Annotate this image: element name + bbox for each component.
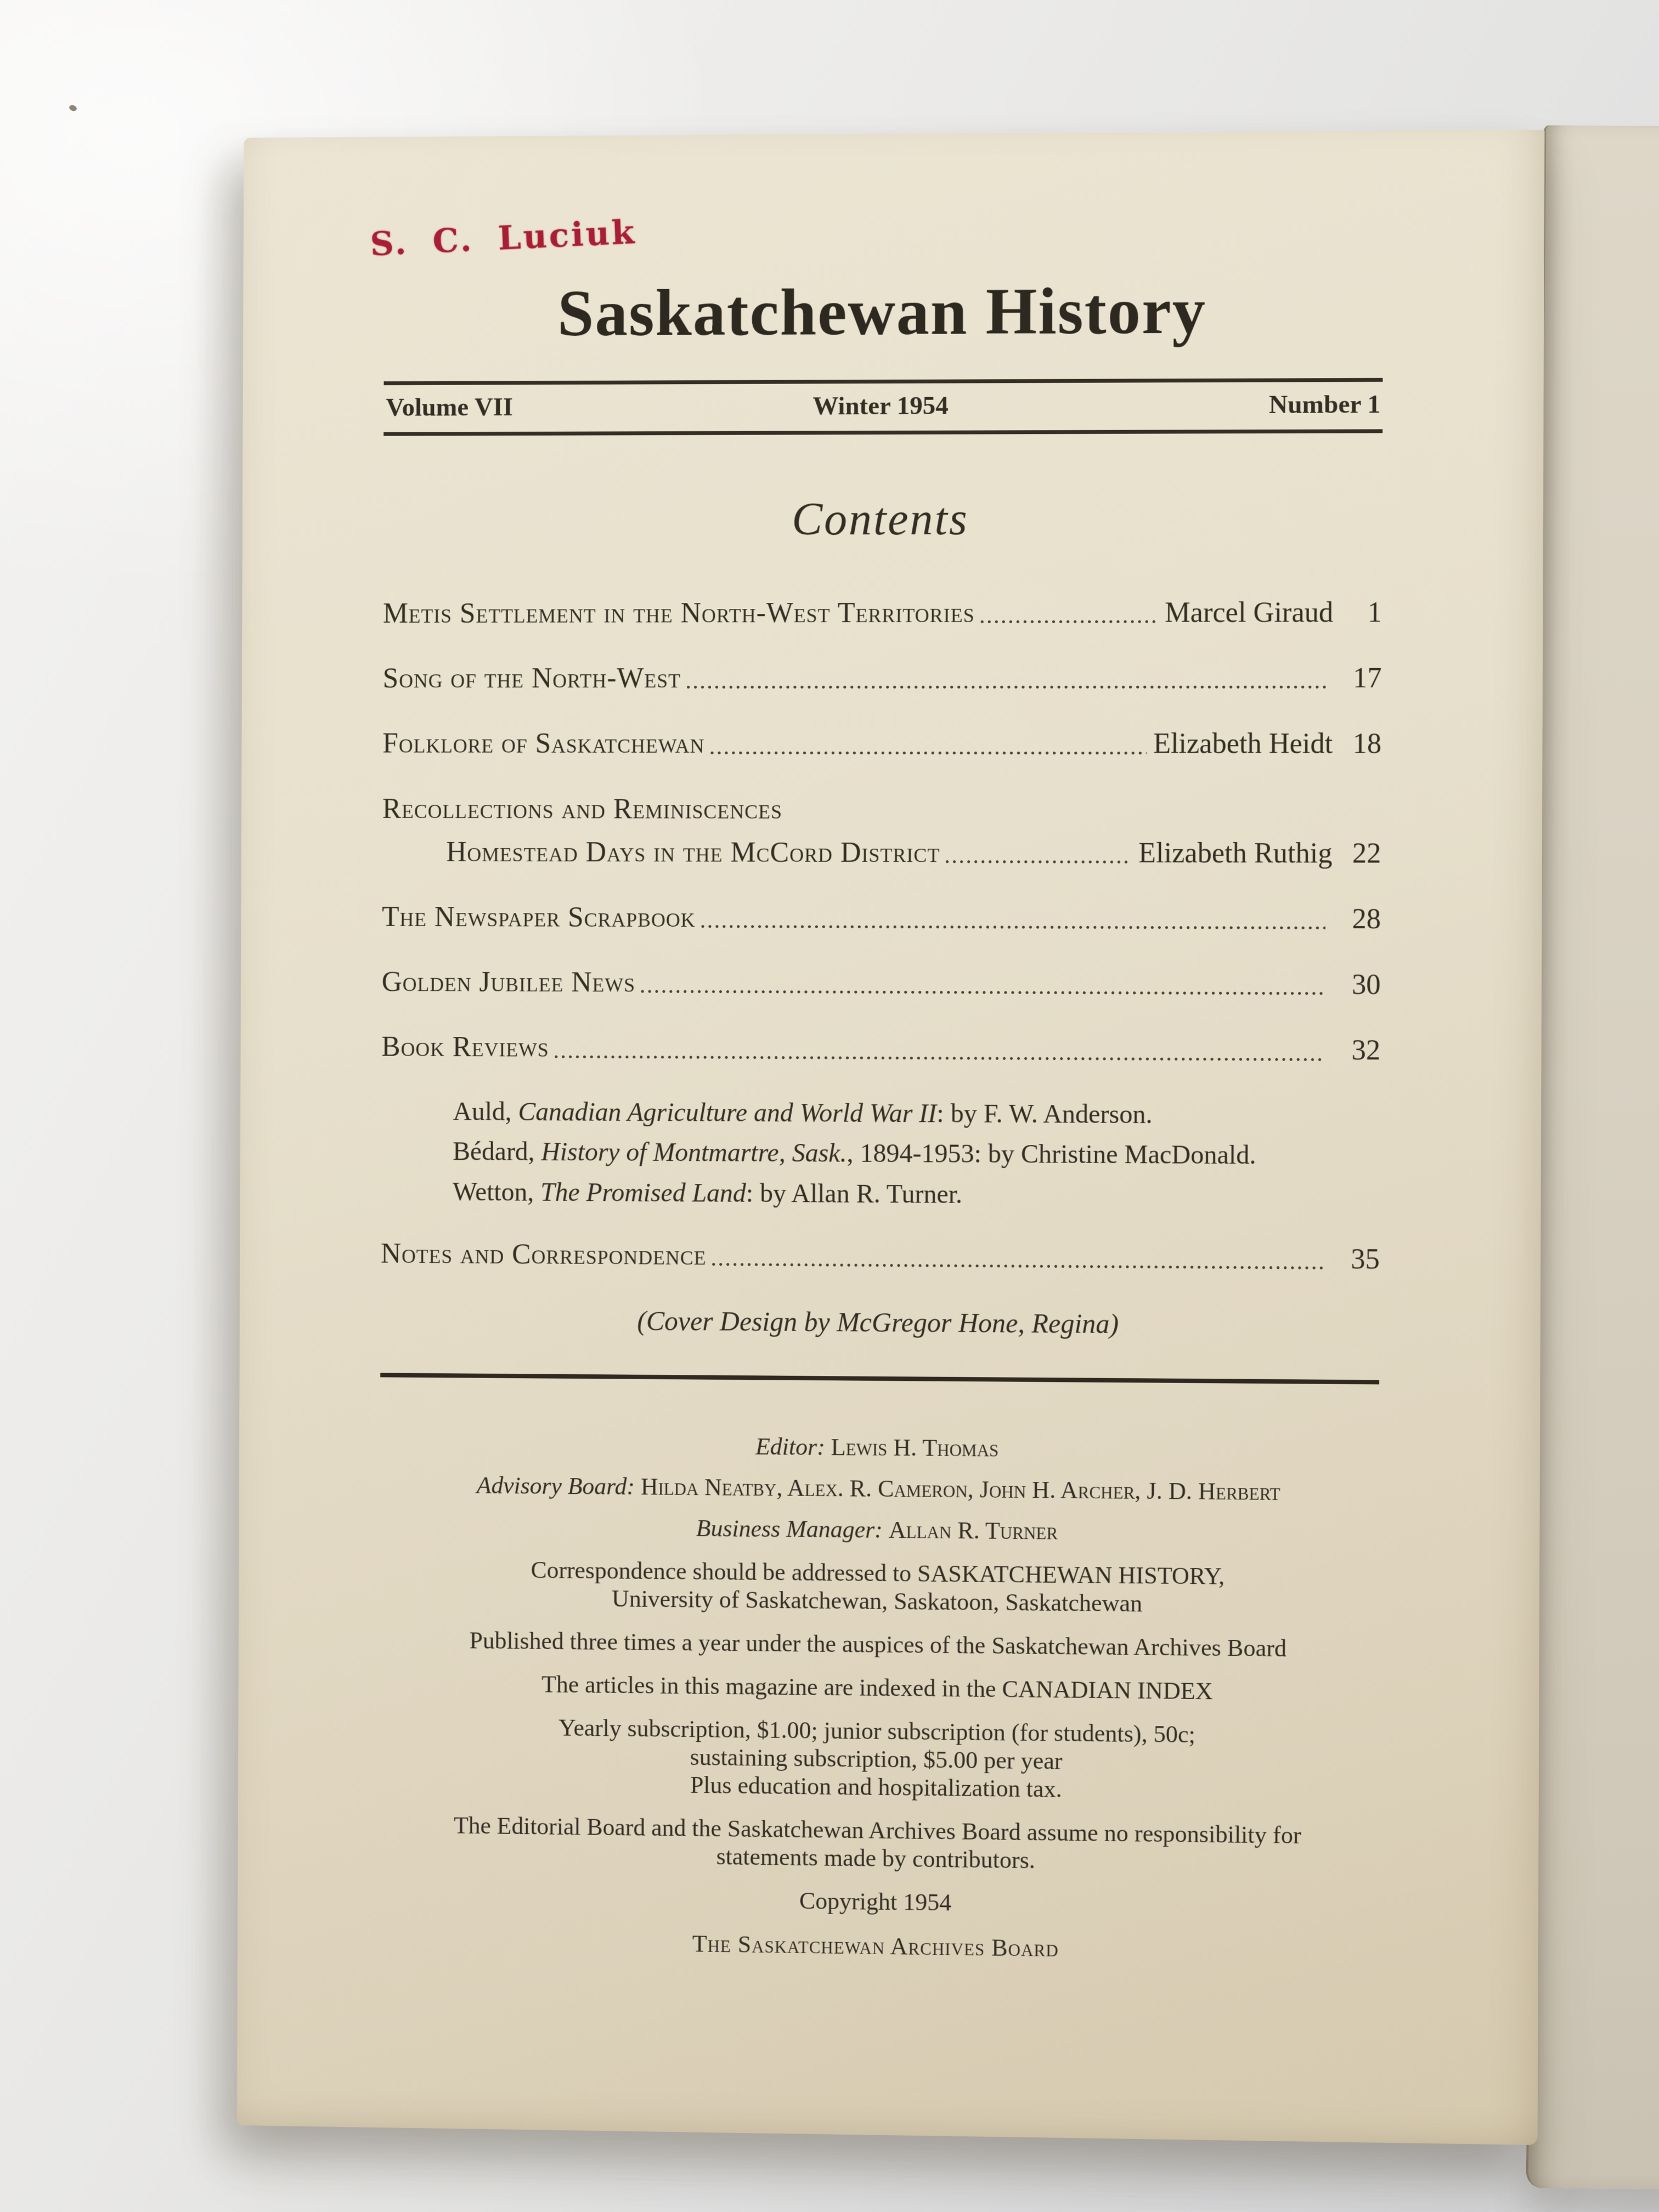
toc-entry-page: 35: [1351, 1243, 1380, 1276]
business-name: Allan R. Turner: [888, 1516, 1058, 1545]
issue-number-label: Number 1: [1268, 390, 1381, 419]
contents-page: [237, 130, 1545, 2145]
review-reviewer: , 1894-1953: by Christine MacDonald.: [847, 1138, 1256, 1170]
editor-line: [380, 1430, 1379, 1465]
dot-leader: [686, 685, 1327, 689]
masthead-bar: [383, 378, 1383, 436]
toc-entry-page: 28: [1352, 903, 1381, 935]
toc-entry: [382, 901, 1381, 935]
editor-label: Editor:: [755, 1433, 831, 1461]
toc-entry-title: Song of the North-West: [382, 663, 681, 695]
advisory-label: Advisory Board:: [476, 1471, 641, 1500]
volume-label: Volume VII: [386, 393, 513, 422]
magazine-title: Saskatchewan History: [557, 274, 1207, 350]
cover-design-note: (Cover Design by McGregor Hone, Regina): [637, 1305, 1119, 1339]
business-label: Business Manager:: [696, 1515, 889, 1544]
toc-entry-page: 18: [1352, 728, 1382, 760]
toc-entry-author: Elizabeth Heidt: [1153, 728, 1333, 760]
dot-leader: [555, 1054, 1325, 1061]
book-review-list: [453, 1097, 1380, 1211]
dot-leader: [641, 990, 1325, 996]
contents-heading: Contents: [792, 493, 969, 545]
publisher-line: The Saskatchewan Archives Board: [692, 1930, 1059, 1962]
dot-leader: [712, 1262, 1324, 1270]
subscription-line-1: Yearly subscription, $1.00; junior subscription (for students), 50c;: [558, 1714, 1195, 1748]
toc-entry-title: The Newspaper Scrapbook: [382, 901, 696, 934]
dot-leader: [945, 860, 1132, 864]
review-book-title: Canadian Agriculture and World War II: [518, 1097, 937, 1128]
facing-page-edge: [1526, 125, 1659, 2190]
toc-entry-title: Notes and Correspondence: [380, 1238, 707, 1271]
book-review-item: [453, 1137, 1380, 1171]
business-manager-line: [380, 1511, 1379, 1548]
toc-entry: [381, 1238, 1380, 1276]
toc-entry: [382, 836, 1381, 869]
advisory-names: Hilda Neatby, Alex. R. Cameron, John H. Archer, J. D. Herbert: [640, 1473, 1280, 1506]
advisory-board-line: [380, 1470, 1379, 1506]
divider-rule: [380, 1373, 1379, 1384]
toc-entry: [381, 1031, 1380, 1066]
editor-name: Lewis H. Thomas: [831, 1434, 999, 1462]
toc-entry-title: Book Reviews: [381, 1031, 549, 1063]
correspondence-line-2: University of Saskatchewan, Saskatoon, Saskatchewan: [612, 1585, 1143, 1617]
subscription-line-3: Plus education and hospitalization tax.: [690, 1771, 1062, 1803]
review-reviewer: : by F. W. Anderson.: [936, 1098, 1153, 1129]
toc-entry-page: 17: [1352, 662, 1382, 695]
toc-entry-author: Elizabeth Ruthig: [1138, 837, 1333, 870]
toc-entry-title: Recollections and Reminiscences: [382, 793, 783, 825]
toc-entry-author: Marcel Giraud: [1165, 597, 1334, 629]
copyright-line: Copyright 1954: [799, 1887, 952, 1916]
toc-entry-page: 1: [1367, 596, 1383, 629]
review-author: Wetton,: [452, 1177, 541, 1207]
toc-entry: [382, 793, 1381, 826]
disclaimer-line-1: The Editorial Board and the Saskatchewan Archives Board assume no responsibility for: [454, 1812, 1301, 1849]
review-author: Auld,: [453, 1097, 518, 1126]
review-reviewer: : by Allan R. Turner.: [746, 1178, 963, 1209]
review-book-title: History of Montmartre, Sask.: [541, 1137, 847, 1168]
disclaimer-line-2: statements made by contributors.: [716, 1843, 1035, 1874]
published-line: Published three times a year under the auspices of the Saskatchewan Archives Board: [469, 1627, 1287, 1662]
imprint-block: [379, 1430, 1379, 1967]
toc-entry-page: 32: [1351, 1035, 1381, 1066]
toc-entry-title: Homestead Days in the McCord District: [446, 836, 940, 868]
toc-entry-page: 30: [1351, 969, 1381, 1001]
dot-leader: [701, 924, 1325, 930]
dot-leader: [710, 751, 1147, 754]
toc-entry-title: Folklore of Saskatchewan: [382, 728, 705, 760]
toc-entry-title: Golden Jubilee News: [381, 966, 636, 998]
subscription-line-2: sustaining subscription, $5.00 per year: [690, 1743, 1063, 1775]
dust-speck: [69, 104, 78, 112]
review-book-title: The Promised Land: [540, 1177, 746, 1208]
owner-stamp: S. C. Luciuk: [369, 213, 637, 264]
toc-entry-title: Metis Settlement in the North-West Territories: [382, 597, 975, 629]
indexed-line: The articles in this magazine are indexed in the CANADIAN INDEX: [541, 1671, 1213, 1705]
table-of-contents: [381, 597, 1382, 1275]
review-author: Bédard,: [453, 1137, 541, 1167]
book-review-item: [453, 1097, 1380, 1130]
dot-leader: [980, 620, 1158, 624]
season-label: Winter 1954: [812, 391, 949, 421]
correspondence-line-1: Correspondence should be addressed to SASKATCHEWAN HISTORY,: [531, 1556, 1225, 1590]
toc-entry: [383, 663, 1382, 695]
toc-entry: [383, 597, 1382, 629]
toc-entry: [382, 967, 1381, 1001]
toc-entry-page: 22: [1352, 837, 1381, 870]
book-review-item: [453, 1177, 1380, 1212]
toc-entry: [382, 728, 1381, 760]
